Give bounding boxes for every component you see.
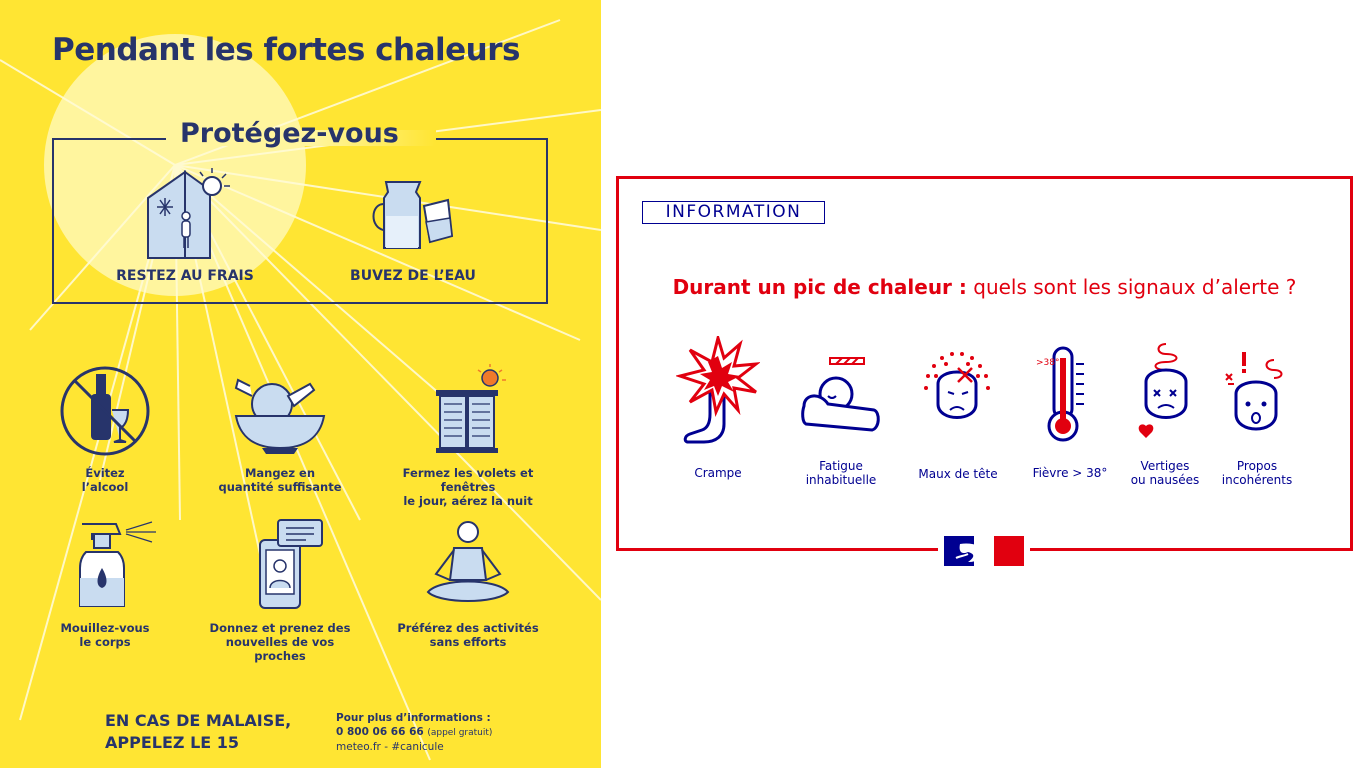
tip-label-alcohol xyxy=(55,466,155,494)
card-headline xyxy=(616,275,1353,299)
signal-line: Propos xyxy=(1236,459,1278,473)
headache-icon xyxy=(922,348,992,438)
tip-line: le jour, aérez la nuit xyxy=(403,494,533,508)
tip-label-calm xyxy=(388,621,548,649)
no-alcohol-icon xyxy=(58,364,152,458)
shutters-icon xyxy=(432,364,512,454)
food-bowl-icon xyxy=(232,374,328,454)
info-phone[interactable]: 0 800 06 66 66 xyxy=(336,726,424,738)
cramp-icon xyxy=(676,336,760,450)
signal-label-fatigue xyxy=(786,459,896,487)
signal-label-fever xyxy=(1015,466,1125,480)
water-jug-icon xyxy=(368,176,458,256)
heatwave-poster xyxy=(0,0,601,768)
phone-message-icon xyxy=(256,518,326,610)
signal-line: incohérents xyxy=(1221,473,1293,487)
tip-line: Évitez xyxy=(85,466,125,480)
signal-line: Vertiges xyxy=(1140,459,1190,473)
signal-line: Maux de tête xyxy=(918,467,998,481)
tip-label-phone xyxy=(200,621,360,663)
tip-line: nouvelles de vos proches xyxy=(225,635,335,663)
information-tag: INFORMATION xyxy=(642,201,825,224)
emergency-line: APPELEZ LE 15 xyxy=(105,733,240,752)
emergency-call-text xyxy=(105,710,291,754)
tip-line: Donnez et prenez des xyxy=(209,621,351,635)
house-snowflake-icon xyxy=(140,160,230,260)
spray-bottle-icon xyxy=(72,516,160,612)
tip-label-food xyxy=(210,466,350,494)
protect-label-fresh: RESTEZ AU FRAIS xyxy=(116,268,254,284)
confusion-icon xyxy=(1224,350,1290,442)
signal-label-headache xyxy=(903,467,1013,481)
protect-title: Protégez-vous xyxy=(180,118,399,149)
headline-rest: quels sont les signaux d’alerte ? xyxy=(973,275,1297,299)
tip-line: Préférez des activités xyxy=(397,621,539,635)
tip-line: le corps xyxy=(79,635,131,649)
protect-label-water: BUVEZ DE L’EAU xyxy=(350,268,476,284)
tip-line: sans efforts xyxy=(429,635,507,649)
emergency-line: EN CAS DE MALAISE, xyxy=(105,711,292,730)
more-info-line: Pour plus d’informations : xyxy=(336,712,491,724)
thermometer-label: >38° xyxy=(1036,358,1060,368)
signal-line: ou nausées xyxy=(1130,473,1200,487)
tip-line: Mangez en xyxy=(244,466,316,480)
tip-line: Fermez les volets et fenêtres xyxy=(402,466,534,494)
headline-strong: Durant un pic de chaleur : xyxy=(672,275,967,299)
meditation-icon xyxy=(420,518,516,610)
more-info-block xyxy=(336,711,492,754)
signal-label-cramp xyxy=(663,466,773,480)
dizziness-icon xyxy=(1136,340,1200,444)
more-info-website[interactable]: meteo.fr - #canicule xyxy=(336,741,444,753)
signal-line: Fièvre > 38° xyxy=(1032,466,1108,480)
tip-label-shutters xyxy=(378,466,558,508)
info-phone-note: (appel gratuit) xyxy=(427,728,493,738)
signal-line: Crampe xyxy=(694,466,742,480)
tip-label-spray xyxy=(50,621,160,649)
poster-title: Pendant les fortes chaleurs xyxy=(52,32,520,68)
tip-line: quantité suffisante xyxy=(218,480,342,494)
signal-line: Fatigue xyxy=(819,459,863,473)
signal-line: inhabituelle xyxy=(805,473,877,487)
tip-line: Mouillez-vous xyxy=(60,621,150,635)
signal-label-confusion xyxy=(1202,459,1312,487)
fatigue-icon xyxy=(800,354,882,434)
marianne-logo xyxy=(938,534,1030,568)
tip-line: l’alcool xyxy=(81,480,129,494)
